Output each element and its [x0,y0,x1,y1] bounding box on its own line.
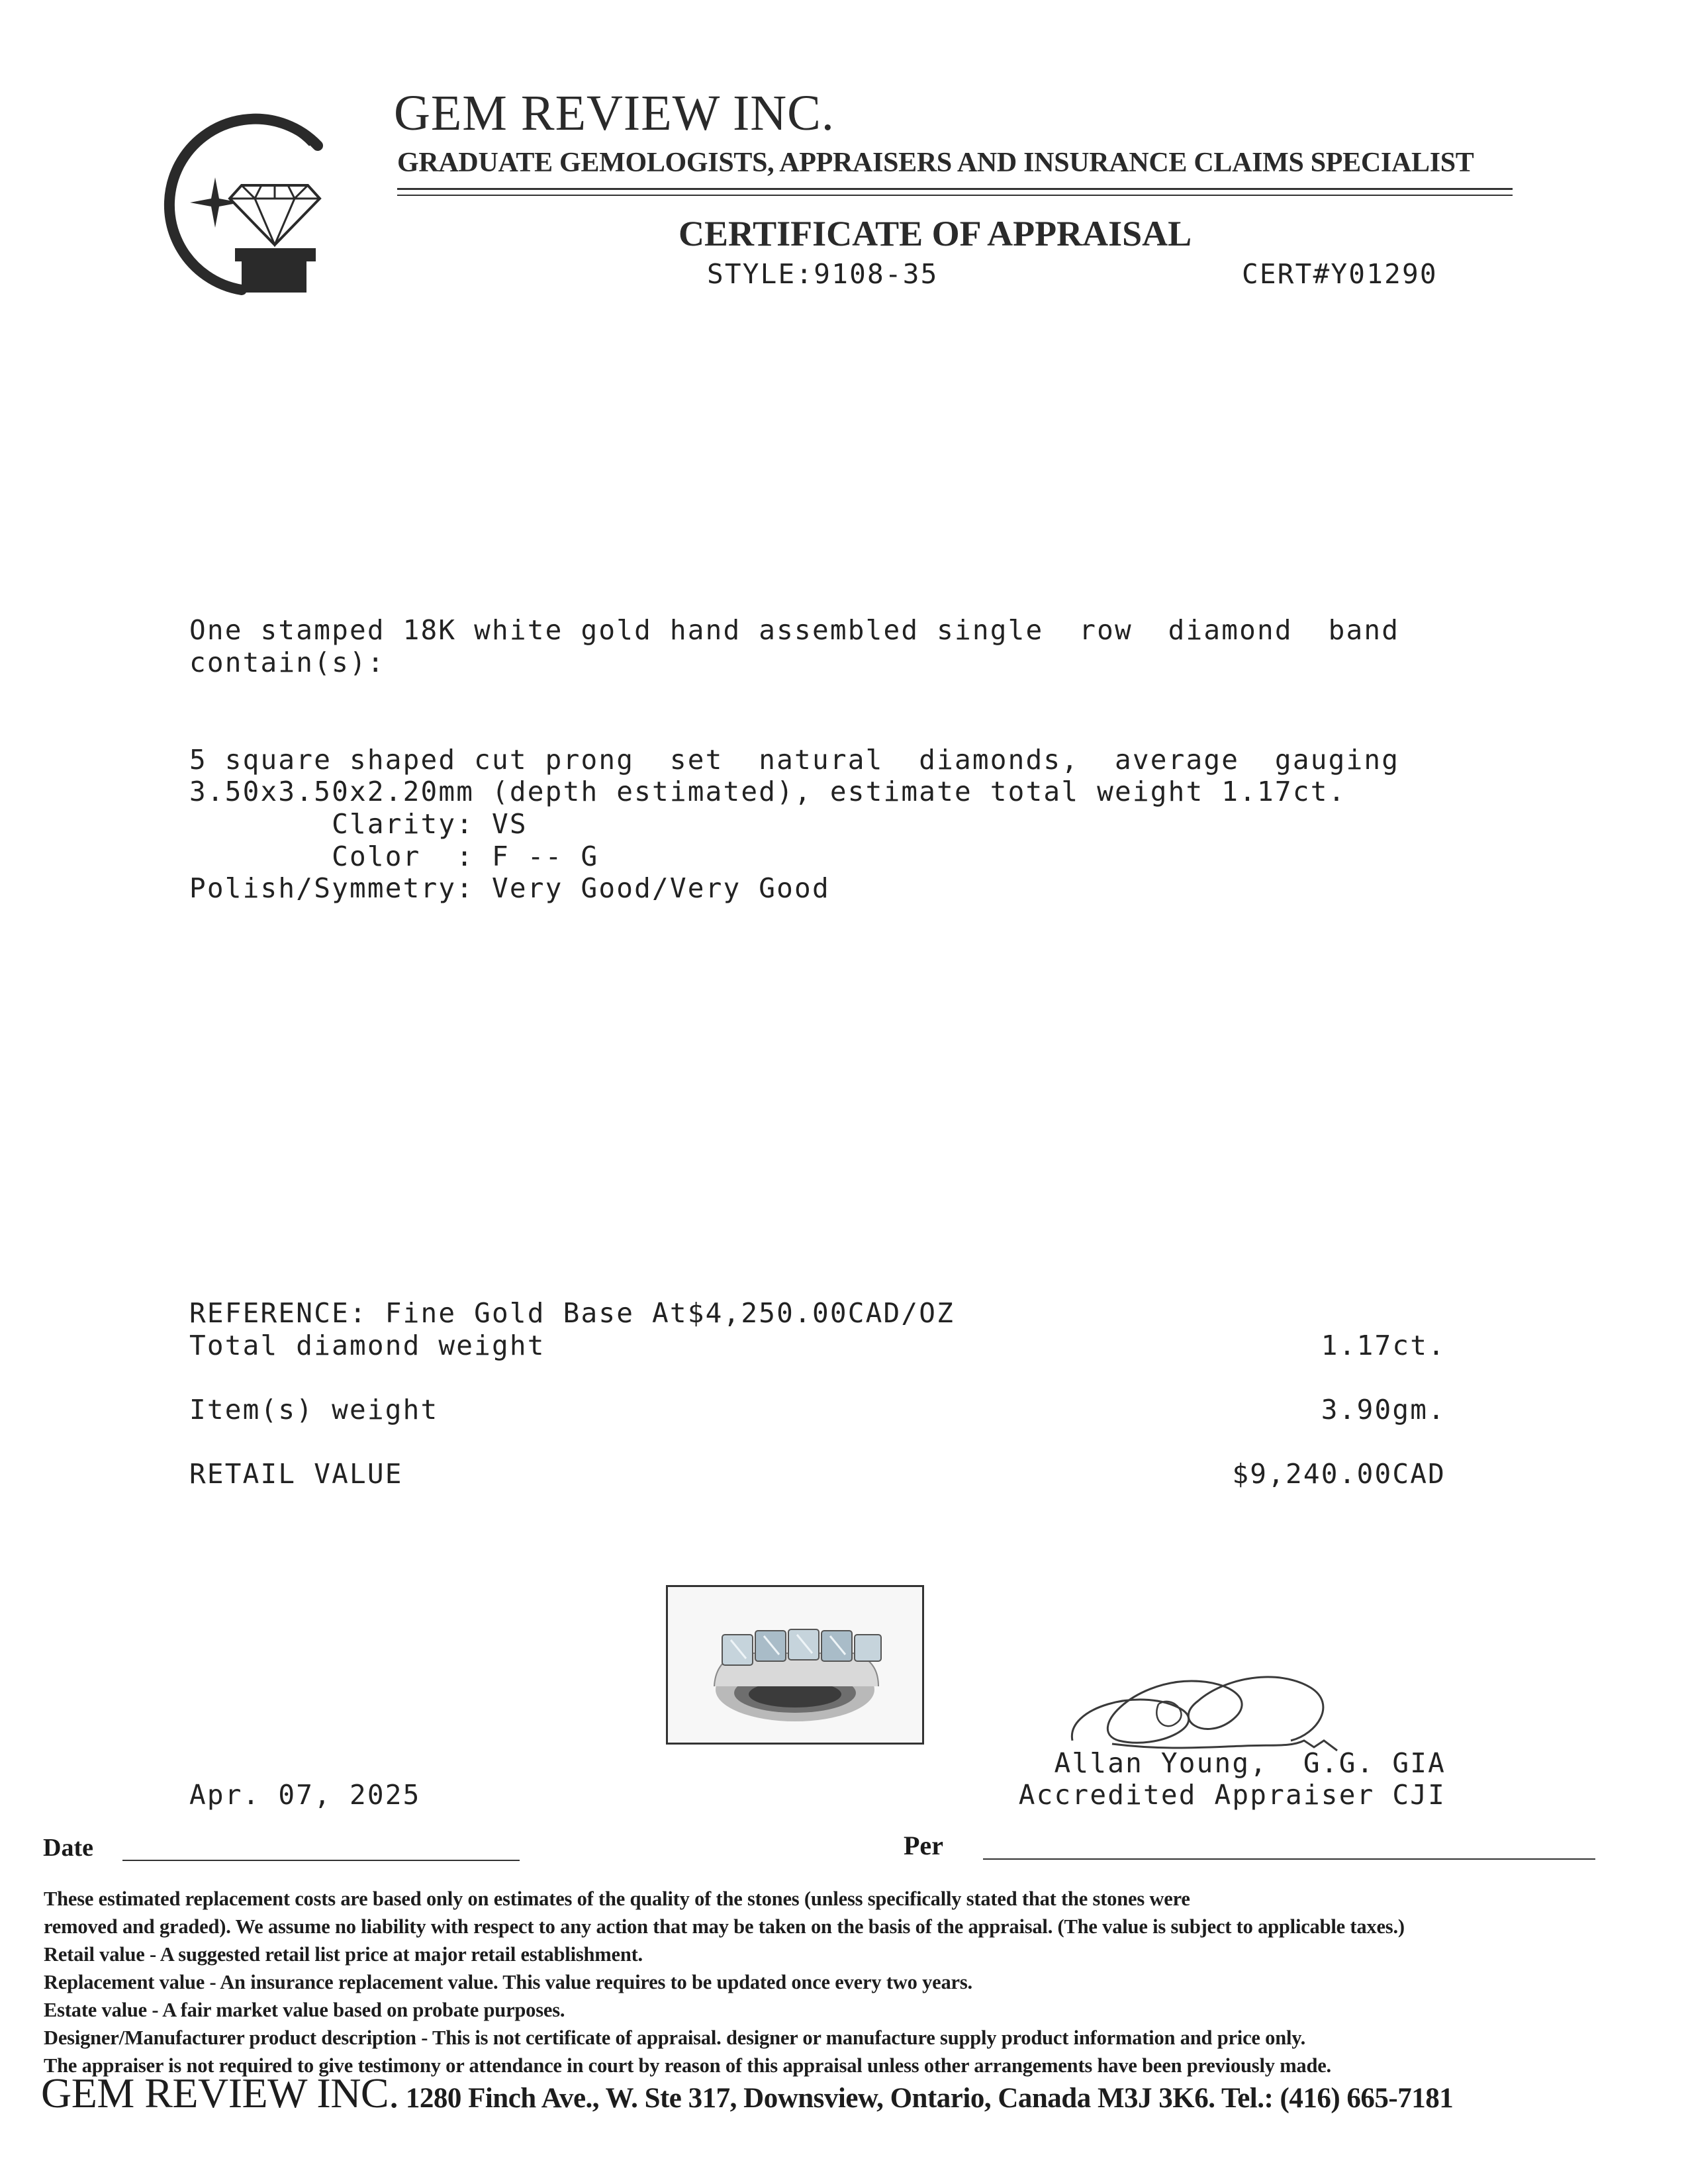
appraiser-title: Accredited Appraiser CJI [1018,1779,1446,1811]
appraisal-date: Apr. 07, 2025 [189,1779,421,1811]
clarity-grade: Clarity: VS [189,808,528,840]
item-description: contain(s): [189,647,385,678]
disclaimer-line: Retail value - A suggested retail list price at major retail establishment. [44,1943,643,1966]
footer [41,2069,1453,2118]
gold-reference: REFERENCE: Fine Gold Base At$4,250.00CAD/OZ [189,1297,955,1329]
footer-address: 1280 Finch Ave., W. Ste 317, Downsview, Ontario, Canada M3J 3K6. Tel.: (416) 665-7181 [399,2083,1454,2114]
polish-symmetry-grade: Polish/Symmetry: Very Good/Very Good [189,872,830,904]
diamond-band-ring-icon [668,1587,922,1743]
date-label: Date [43,1834,93,1862]
retail-value-amount: $9,240.00CAD [1232,1458,1446,1490]
total-diamond-weight-label: Total diamond weight [189,1330,545,1361]
disclaimer-line: The appraiser is not required to give testimony or attendance in court by reason of this appraisal unless other arrangements have been previously made. [44,2054,1331,2077]
retail-value-label: RETAIL VALUE [189,1458,403,1490]
disclaimer-line: These estimated replacement costs are based only on estimates of the quality of the stones (unless specifically stated that the stones were [44,1888,1190,1910]
per-label: Per [904,1831,943,1860]
company-logo-icon [142,99,328,298]
date-signature-line [122,1860,520,1861]
style-number: STYLE:9108-35 [707,258,939,290]
stone-description: 5 square shaped cut prong set natural diamonds, average gauging [189,744,1400,776]
disclaimer-line: Estate value - A fair market value based on probate purposes. [44,1999,565,2021]
disclaimer-line: Replacement value - An insurance replacement value. This value requires to be updated once every two years. [44,1971,972,1993]
stone-description: 3.50x3.50x2.20mm (depth estimated), estimate total weight 1.17ct. [189,776,1346,807]
total-diamond-weight-value: 1.17ct. [1321,1330,1446,1361]
disclaimer-line: Designer/Manufacturer product description - This is not certificate of appraisal. designer or manufacture supply product information and price only. [44,2026,1306,2049]
item-weight-label: Item(s) weight [189,1394,439,1426]
per-signature-line [983,1858,1595,1860]
certificate-title: CERTIFICATE OF APPRAISAL [679,214,1192,253]
color-grade: Color : F -- G [189,841,599,872]
item-description: One stamped 18K white gold hand assembled single row diamond band [189,614,1400,646]
item-photo [666,1585,924,1745]
header-divider [397,195,1513,196]
appraiser-name: Allan Young, G.G. GIA [1054,1747,1446,1779]
item-weight-value: 3.90gm. [1321,1394,1446,1426]
footer-company-name: GEM REVIEW INC. [41,2070,399,2116]
company-subtitle: GRADUATE GEMOLOGISTS, APPRAISERS AND INSURANCE CLAIMS SPECIALIST [397,148,1474,178]
disclaimer-line: removed and graded). We assume no liability with respect to any action that may be taken on the basis of the appraisal. (The value is subject to applicable taxes.) [44,1915,1405,1938]
certificate-number: CERT#Y01290 [1242,258,1438,290]
company-name: GEM REVIEW INC. [394,85,835,141]
disclaimer [44,1885,1652,2079]
header-divider [397,188,1513,190]
